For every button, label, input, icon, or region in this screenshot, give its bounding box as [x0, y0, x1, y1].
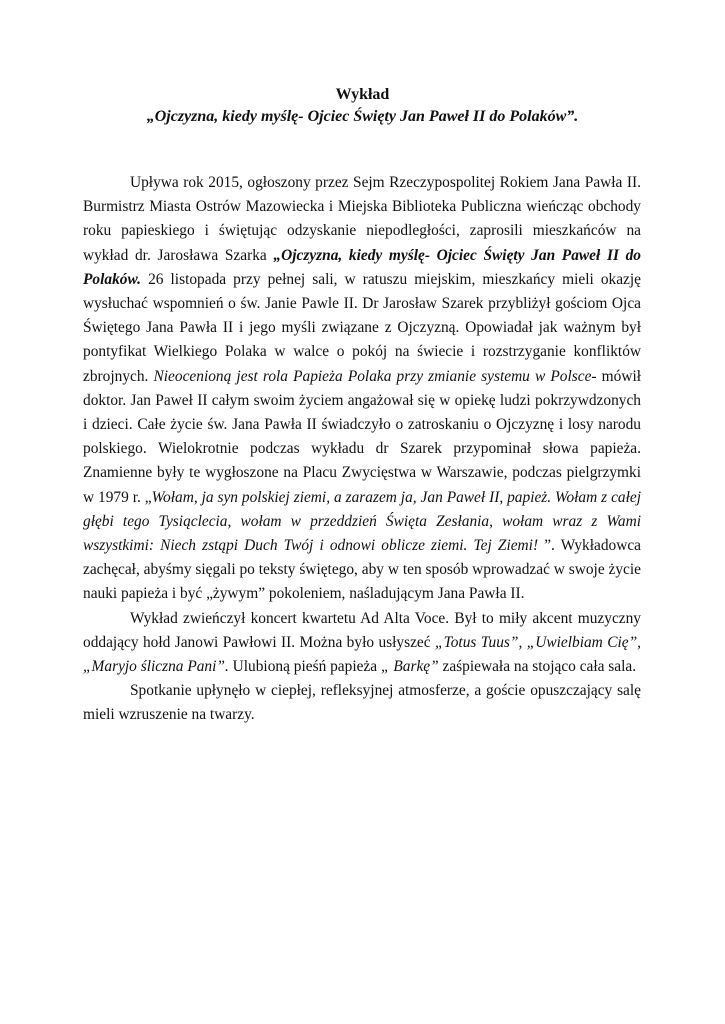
document-title: Wykład — [335, 86, 390, 103]
quote-warsaw-1979: Wołam, ja syn polskiej ziemi, a zarazem ja, Jan Paweł II, papież. Wołam z całej głębi tego Tysiąclecia, wołam w przeddzień Święta Zesłania, wołam wraz z Wami wszystkimi: Niech zstąpi Duch Twój i odnowi oblicze ziemi. Tej Ziemi! — [83, 488, 641, 555]
paragraph-1-text-3: mówił doktor. Jan Paweł II całym swoim życiem angażował się w opiekę ludzi pokrzywdzonych i dzieci. Całe życie św. Jana Pawła II świadczyło o zatroskaniu o Ojczyznę i losy narodu polskiego. Wielokrotnie podczas wykładu dr Szarek przypominał słowa papieża. Znamienne były te wygłoszone na Placu Zwycięstwa w Warszawie, podczas pielgrzymki w 1979 r. „ — [83, 367, 641, 506]
document-subtitle: „Ojczyzna, kiedy myślę- Ojciec Święty Jan Paweł II do Polaków”. — [146, 108, 579, 125]
paragraph-1-text-4: ”. Wykładowca zachęcał, abyśmy sięgali po teksty świętego, aby w ten sposób wprowadzać w swoje życie nauki papieża i być „żywym” pokoleniem, naśladującym Jana Pawła II. — [83, 537, 642, 603]
paragraph-1-text-2: 26 listopada przy pełnej sali, w ratuszu miejskim, mieszkańcy mieli okazję wysłuchać wspomnień o św. Janie Pawle II. Dr Jarosław Szarek przybliżył gościom Ojca Świętego Jana Pawła II i jego myśli związane z Ojczyzną. Opowiadał jak ważnym był pontyfikat Wielkiego Polaka w walce o pokój na świecie i rozstrzyganie konfliktów zbrojnych. — [83, 270, 641, 385]
song-titles: „Totus Tuus”, „Uwielbiam Cię”, „Maryjo śliczna Pani”. — [83, 633, 641, 676]
paragraph-1-text-1: Upływa rok 2015, ogłoszony przez Sejm Rzeczypospolitej Rokiem Jana Pawła II. Burmistrz Miasta Ostrów Mazowiecka i Miejska Biblioteka Publiczna wieńcząc obchody roku papieskiego i świętując odzyskanie niepodległości, zaprosili mieszkańców na wykład dr. Jarosława Szarka — [83, 174, 641, 264]
document-body — [83, 171, 641, 728]
paragraph-3-text-1: Spotkanie upłynęło w ciepłej, refleksyjnej atmosferze, a goście opuszczający salę mieli wzruszenie na twarzy. — [83, 682, 641, 724]
paragraph-2 — [83, 607, 641, 680]
paragraph-2-text-1: Wykład zwieńczył koncert kwartetu Ad Alta Voce. Był to miły akcent muzyczny oddający hołd Janowi Pawłowi II. Można było usłyszeć — [83, 609, 641, 651]
paragraph-2-text-2: Ulubioną pieśń papieża — [228, 658, 381, 676]
paragraph-2-text-3: zaśpiewała na stojąco cała sala. — [438, 658, 637, 676]
paragraph-3 — [83, 679, 641, 727]
lecture-title-inline: „Ojczyzna, kiedy myślę- Ojciec Święty Jan Paweł II do Polaków. — [83, 246, 642, 288]
song-barka: „ Barkę” — [380, 658, 439, 676]
paragraph-1 — [83, 171, 641, 607]
quote-papal-role: Nieocenioną jest rola Papieża Polaka przy zmianie systemu w Polsce- — [153, 367, 597, 385]
